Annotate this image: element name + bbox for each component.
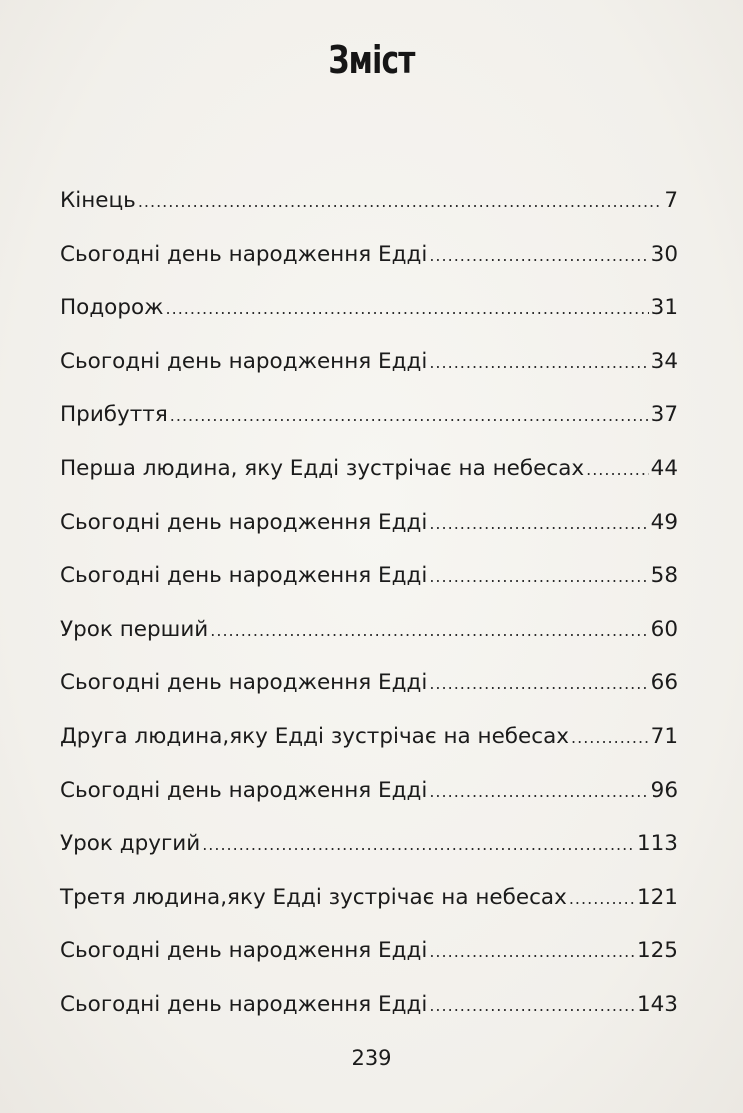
toc-entry — [60, 771, 678, 825]
toc-entry — [60, 235, 678, 289]
toc-entry-label: Сьогодні день народження Едді — [60, 991, 428, 1017]
toc-entry-label: Сьогодні день народження Едді — [60, 938, 428, 964]
toc-entry — [60, 824, 678, 878]
dot-leader — [429, 772, 648, 812]
toc-entry-label: Сьогодні день народження Едді — [60, 563, 428, 589]
dot-leader — [586, 450, 649, 490]
toc-entry — [60, 878, 678, 932]
toc-entry — [60, 610, 678, 664]
dot-leader — [429, 236, 648, 276]
toc-entry-label: Перша людина, яку Едді зустрічає на небесах — [60, 455, 585, 481]
toc-entry-page: 7 — [664, 188, 678, 213]
toc-entry — [60, 181, 678, 235]
toc-entry-label: Сьогодні день народження Едді — [60, 670, 428, 696]
page-number: 239 — [351, 1046, 392, 1070]
dot-leader — [166, 289, 649, 329]
toc-entry-label: Сьогодні день народження Едді — [60, 241, 428, 267]
toc-entry-label: Сьогодні день народження Едді — [60, 777, 428, 803]
dot-leader — [429, 504, 648, 544]
toc-entry-page: 121 — [636, 884, 678, 910]
toc-entry — [60, 985, 678, 1039]
dot-leader — [429, 343, 648, 383]
toc-entry-label: Подорож — [60, 295, 164, 321]
dot-leader — [429, 986, 635, 1026]
toc-entry-page: 34 — [650, 348, 678, 374]
toc-entry-label: Урок другий — [60, 831, 201, 857]
toc-entry — [60, 288, 678, 342]
toc-entry-label: Сьогодні день народження Едді — [60, 348, 428, 374]
toc-entry-label: Прибуття — [60, 402, 168, 428]
toc-entry — [60, 503, 678, 557]
dot-leader — [138, 182, 662, 222]
toc-entry — [60, 342, 678, 396]
toc-entry — [60, 395, 678, 449]
dot-leader — [429, 664, 648, 704]
dot-leader — [170, 396, 649, 436]
dot-leader — [571, 718, 649, 758]
toc-entry — [60, 931, 678, 985]
dot-leader — [210, 611, 648, 651]
toc-entry-page: 44 — [650, 455, 678, 481]
toc-entry-label: Кінець — [60, 188, 136, 213]
page-title: Зміст — [328, 38, 415, 82]
toc-entry — [60, 663, 678, 717]
toc-entry-label: Друга людина,яку Едді зустрічає на небесах — [60, 723, 570, 749]
toc-entry-page: 30 — [650, 241, 678, 267]
toc-entry-label: Сьогодні день народження Едді — [60, 509, 428, 535]
toc-entry-label: Урок перший — [60, 616, 209, 642]
toc-entry-page: 71 — [650, 723, 678, 749]
dot-leader — [569, 879, 635, 919]
toc-entry-page: 58 — [650, 563, 678, 589]
toc-entry-page: 66 — [650, 670, 678, 696]
toc-entry-page: 31 — [650, 295, 678, 321]
toc-entry-page: 60 — [650, 616, 678, 642]
table-of-contents — [60, 181, 678, 1039]
toc-entry-page: 37 — [650, 402, 678, 428]
dot-leader — [202, 825, 635, 865]
toc-entry — [60, 449, 678, 503]
toc-entry-label: Третя людина,яку Едді зустрічає на небесах — [60, 884, 567, 910]
toc-entry — [60, 556, 678, 610]
toc-entry-page: 49 — [650, 509, 678, 535]
dot-leader — [429, 932, 635, 972]
toc-entry-page: 113 — [636, 831, 678, 857]
toc-entry — [60, 717, 678, 771]
toc-entry-page: 96 — [650, 777, 678, 803]
dot-leader — [429, 557, 648, 597]
toc-entry-page: 143 — [636, 991, 678, 1017]
toc-entry-page: 125 — [636, 938, 678, 964]
